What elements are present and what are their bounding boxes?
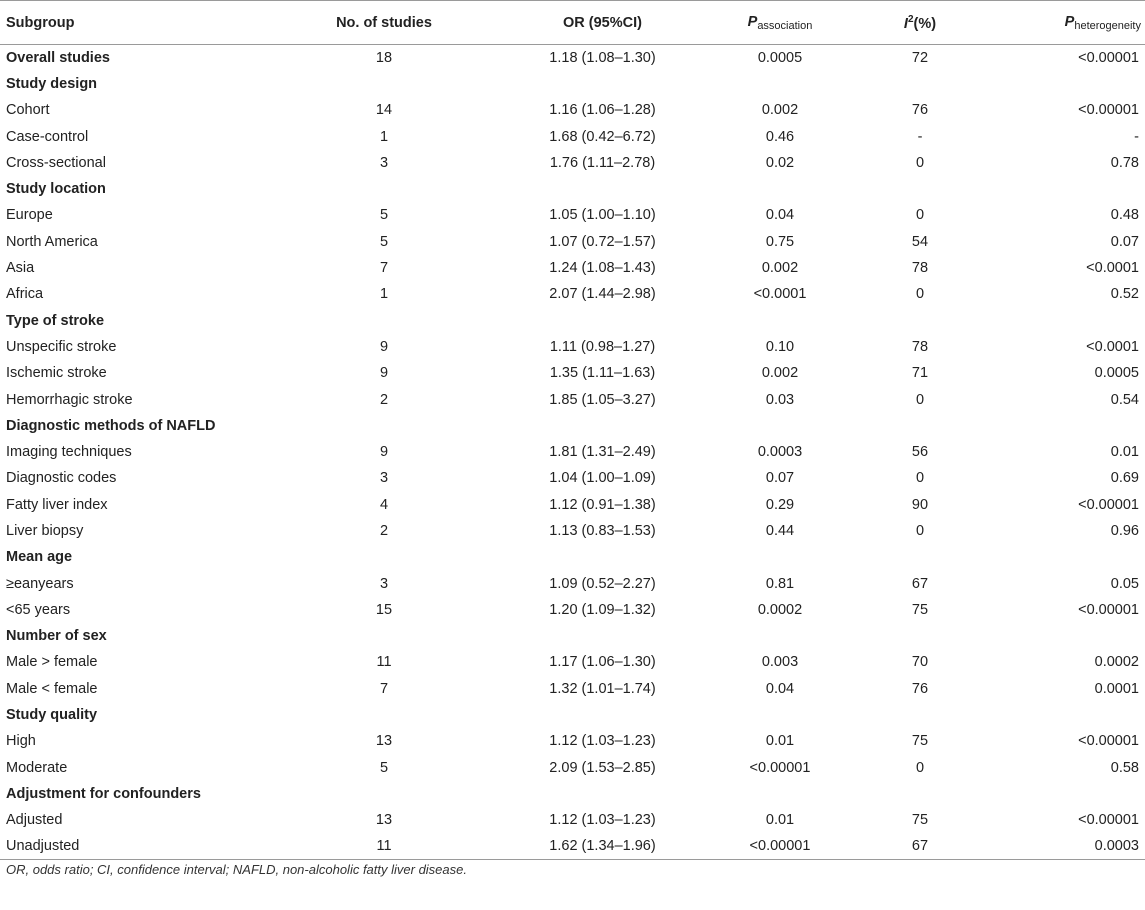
cell-p-heterogeneity: 0.0005: [1094, 365, 1139, 382]
cell-or: 1.18 (1.08–1.30): [549, 49, 656, 66]
cell-subgroup: Male > female: [6, 654, 98, 671]
cell-subgroup: High: [6, 733, 36, 750]
cell-studies: 2: [379, 522, 389, 539]
table-row: [0, 150, 1145, 176]
cell-subgroup: Ischemic stroke: [6, 365, 107, 382]
cell-p-association: 0.04: [765, 207, 795, 224]
cell-or: [500, 176, 705, 202]
header-i2-rest: (%): [913, 15, 937, 32]
table-header: [0, 1, 1145, 45]
cell-subgroup: Mean age: [6, 549, 73, 566]
cell-p-association: 0.07: [765, 470, 795, 487]
table-row: [0, 570, 1145, 596]
cell-i2: 90: [911, 496, 929, 513]
cell-studies: 1: [379, 128, 389, 145]
cell-i2: 0: [915, 470, 925, 487]
cell-p-heterogeneity: [985, 176, 1145, 202]
table-row: [0, 492, 1145, 518]
cell-or: 1.35 (1.11–1.63): [549, 365, 656, 382]
cell-p-heterogeneity: 0.01: [1110, 444, 1139, 461]
header-p-association-sub: association: [757, 19, 813, 32]
cell-i2: [855, 176, 985, 202]
cell-i2: 0: [915, 286, 925, 303]
cell-subgroup: Study design: [6, 75, 98, 92]
cell-studies: 3: [379, 470, 389, 487]
group-heading-row: [0, 781, 1145, 807]
cell-studies: [268, 544, 500, 570]
table-row: [0, 807, 1145, 833]
cell-subgroup: Adjusted: [6, 812, 63, 829]
cell-studies: 18: [375, 49, 393, 66]
group-heading-row: [0, 413, 1145, 439]
cell-p-association: 0.002: [761, 260, 799, 277]
cell-i2: 67: [855, 833, 985, 859]
table-row: [0, 597, 1145, 623]
cell-studies: 3: [379, 575, 389, 592]
cell-i2: 75: [911, 733, 929, 750]
cell-p-association: <0.0001: [753, 286, 807, 303]
cell-studies: 9: [379, 338, 389, 355]
cell-or: 1.07 (0.72–1.57): [549, 233, 656, 250]
cell-studies: 5: [379, 759, 389, 776]
cell-p-heterogeneity: 0.78: [1110, 154, 1139, 171]
header-p-association: [705, 1, 855, 45]
cell-studies: 13: [375, 812, 393, 829]
cell-or: 1.09 (0.52–2.27): [549, 575, 656, 592]
cell-p-heterogeneity: 0.07: [1110, 233, 1139, 250]
cell-studies: 9: [379, 444, 389, 461]
cell-or: 1.24 (1.08–1.43): [549, 260, 656, 277]
table-row: [0, 518, 1145, 544]
cell-i2: [855, 781, 985, 807]
cell-p-heterogeneity: <0.00001: [1078, 812, 1139, 829]
cell-p-heterogeneity: [985, 413, 1145, 439]
cell-subgroup: Moderate: [6, 759, 68, 776]
cell-i2: [855, 623, 985, 649]
cell-subgroup: Liver biopsy: [6, 522, 84, 539]
cell-i2: 0: [915, 207, 925, 224]
cell-p-heterogeneity: 0.0003: [985, 833, 1145, 859]
cell-p-association: 0.03: [765, 391, 795, 408]
cell-i2: 75: [911, 601, 929, 618]
cell-or: 1.13 (0.83–1.53): [549, 522, 656, 539]
cell-p-heterogeneity: [985, 702, 1145, 728]
cell-p-heterogeneity: <0.00001: [1078, 601, 1139, 618]
cell-or: 1.12 (1.03–1.23): [549, 812, 656, 829]
cell-p-association: [705, 413, 855, 439]
cell-studies: [268, 702, 500, 728]
cell-or: [500, 307, 705, 333]
group-heading-row: [0, 176, 1145, 202]
cell-p-heterogeneity: 0.96: [1110, 522, 1139, 539]
cell-studies: 13: [375, 733, 393, 750]
group-heading-row: [0, 71, 1145, 97]
cell-i2: 78: [911, 338, 929, 355]
cell-or: 1.68 (0.42–6.72): [549, 128, 656, 145]
cell-p-association: [705, 781, 855, 807]
header-or: OR (95%CI): [500, 1, 705, 45]
cell-p-heterogeneity: [985, 544, 1145, 570]
cell-studies: 11: [376, 654, 392, 671]
cell-i2: [855, 307, 985, 333]
cell-or: 1.16 (1.06–1.28): [549, 102, 656, 119]
table-row: [0, 728, 1145, 754]
cell-i2: [855, 71, 985, 97]
table-row: [0, 649, 1145, 675]
cell-subgroup: Study quality: [6, 707, 98, 724]
cell-p-heterogeneity: 0.58: [1110, 759, 1139, 776]
cell-or: 2.07 (1.44–2.98): [549, 286, 656, 303]
cell-subgroup: Type of stroke: [6, 312, 105, 329]
header-i2-main: I: [903, 15, 908, 32]
cell-i2: [855, 413, 985, 439]
cell-studies: 9: [379, 365, 389, 382]
cell-subgroup: ≥eanyears: [6, 575, 74, 592]
table-row: [0, 676, 1145, 702]
cell-subgroup: Number of sex: [6, 628, 107, 645]
group-heading-row: [0, 702, 1145, 728]
cell-p-heterogeneity: <0.00001: [1078, 496, 1139, 513]
cell-subgroup: Male < female: [6, 680, 98, 697]
cell-subgroup: Fatty liver index: [6, 496, 108, 513]
cell-i2: 56: [911, 444, 929, 461]
group-heading-row: [0, 623, 1145, 649]
table-row: [0, 439, 1145, 465]
cell-p-association: 0.01: [765, 812, 795, 829]
cell-or: [500, 544, 705, 570]
cell-i2: 67: [911, 575, 929, 592]
table-row: [0, 97, 1145, 123]
table-row: [0, 360, 1145, 386]
cell-studies: [268, 413, 500, 439]
cell-i2: 70: [911, 654, 929, 671]
cell-p-association: 0.003: [761, 654, 799, 671]
cell-or: 1.81 (1.31–2.49): [549, 444, 656, 461]
cell-or: 1.04 (1.00–1.09): [549, 470, 656, 487]
cell-or: [500, 623, 705, 649]
cell-subgroup: Asia: [6, 260, 35, 277]
header-p-association-main: P: [747, 13, 758, 30]
cell-subgroup: North America: [6, 233, 98, 250]
cell-p-heterogeneity: <0.00001: [1078, 733, 1139, 750]
cell-p-heterogeneity: <0.00001: [1078, 102, 1139, 119]
cell-p-association: 0.0002: [757, 601, 803, 618]
cell-studies: [268, 781, 500, 807]
cell-studies: [268, 71, 500, 97]
header-studies: No. of studies: [268, 1, 500, 45]
cell-i2: 78: [911, 260, 929, 277]
header-i2: [855, 1, 985, 45]
cell-p-association: [705, 176, 855, 202]
cell-studies: 1: [379, 286, 389, 303]
cell-subgroup: Unspecific stroke: [6, 338, 117, 355]
cell-subgroup: Hemorrhagic stroke: [6, 391, 133, 408]
table-footnote: OR, odds ratio; CI, confidence interval; NAFLD, non-alcoholic fatty liver disease.: [6, 862, 467, 877]
cell-p-association: 0.002: [761, 365, 799, 382]
table-row: [0, 833, 1145, 859]
cell-or: 1.85 (1.05–3.27): [549, 391, 656, 408]
cell-studies: 11: [268, 833, 500, 859]
cell-p-association: 0.002: [761, 102, 799, 119]
cell-or: 1.62 (1.34–1.96): [500, 833, 705, 859]
cell-p-heterogeneity: 0.52: [1110, 286, 1139, 303]
cell-subgroup: Cross-sectional: [6, 154, 106, 171]
cell-or: 2.09 (1.53–2.85): [549, 759, 656, 776]
cell-i2: 0: [915, 522, 925, 539]
cell-studies: [268, 623, 500, 649]
cell-i2: 0: [915, 759, 925, 776]
cell-p-heterogeneity: [985, 623, 1145, 649]
cell-subgroup: Study location: [6, 181, 106, 198]
cell-i2: 76: [911, 102, 929, 119]
cell-or: [500, 71, 705, 97]
cell-p-association: [705, 544, 855, 570]
cell-or: 1.12 (1.03–1.23): [549, 733, 656, 750]
header-p-heterogeneity-sub: heterogeneity: [1074, 19, 1141, 32]
cell-subgroup: Case-control: [6, 128, 89, 145]
cell-subgroup: Unadjusted: [0, 833, 268, 859]
cell-p-association: 0.02: [765, 154, 795, 171]
cell-p-association: 0.46: [765, 128, 795, 145]
group-heading-row: [0, 307, 1145, 333]
group-heading-row: [0, 544, 1145, 570]
cell-p-heterogeneity: 0.69: [1110, 470, 1139, 487]
cell-subgroup: <65 years: [6, 601, 71, 618]
cell-p-heterogeneity: <0.0001: [1086, 338, 1139, 355]
cell-p-heterogeneity: 0.05: [1110, 575, 1139, 592]
cell-studies: [268, 176, 500, 202]
table-row: [0, 229, 1145, 255]
cell-p-association: [705, 702, 855, 728]
cell-studies: 14: [375, 102, 393, 119]
cell-or: 1.32 (1.01–1.74): [549, 680, 656, 697]
header-subgroup: Subgroup: [0, 1, 268, 45]
table-row: [0, 386, 1145, 412]
cell-i2: [855, 702, 985, 728]
cell-or: 1.76 (1.11–2.78): [549, 154, 656, 171]
cell-p-heterogeneity: [985, 71, 1145, 97]
header-row: [0, 1, 1145, 45]
cell-p-association: [705, 71, 855, 97]
cell-studies: 7: [379, 260, 389, 277]
cell-p-heterogeneity: -: [1134, 128, 1139, 145]
cell-p-association: 0.29: [765, 496, 795, 513]
cell-i2: 0: [915, 391, 925, 408]
cell-p-heterogeneity: 0.0001: [1094, 680, 1139, 697]
cell-or: [500, 781, 705, 807]
table-row: [0, 45, 1145, 71]
cell-i2: 71: [911, 365, 929, 382]
table-row: [0, 755, 1145, 781]
cell-or: 1.12 (0.91–1.38): [549, 496, 656, 513]
cell-i2: 72: [911, 49, 929, 66]
table-row: [0, 281, 1145, 307]
cell-p-association: 0.75: [765, 233, 795, 250]
cell-p-association: 0.01: [765, 733, 795, 750]
header-i2-sup: 2: [907, 13, 914, 25]
cell-p-heterogeneity: <0.00001: [1078, 49, 1139, 66]
cell-studies: 4: [379, 496, 389, 513]
cell-subgroup: Imaging techniques: [6, 444, 132, 461]
cell-studies: [268, 307, 500, 333]
cell-p-association: 0.81: [765, 575, 795, 592]
cell-or: 1.17 (1.06–1.30): [549, 654, 656, 671]
cell-p-association: 0.0003: [757, 444, 803, 461]
cell-or: 1.11 (0.98–1.27): [549, 338, 656, 355]
cell-i2: -: [917, 128, 923, 145]
cell-subgroup: Overall studies: [6, 49, 110, 66]
cell-p-association: 0.10: [765, 338, 795, 355]
cell-studies: 2: [379, 391, 389, 408]
table-body: [0, 45, 1145, 860]
cell-p-association: 0.0005: [757, 49, 803, 66]
cell-studies: 5: [379, 233, 389, 250]
header-p-heterogeneity: [985, 1, 1145, 45]
table-row: [0, 255, 1145, 281]
cell-subgroup: Diagnostic codes: [6, 470, 117, 487]
cell-i2: 0: [915, 154, 925, 171]
cell-studies: 15: [375, 601, 393, 618]
cell-i2: 76: [911, 680, 929, 697]
cell-studies: 3: [379, 154, 389, 171]
cell-p-heterogeneity: <0.0001: [1086, 260, 1139, 277]
cell-subgroup: Africa: [6, 286, 44, 303]
cell-p-heterogeneity: [985, 781, 1145, 807]
cell-i2: [855, 544, 985, 570]
cell-p-association: <0.00001: [705, 833, 855, 859]
table-row: [0, 334, 1145, 360]
cell-subgroup: Adjustment for confounders: [6, 785, 201, 802]
cell-p-association: [705, 623, 855, 649]
cell-or: 1.20 (1.09–1.32): [549, 601, 656, 618]
cell-studies: 5: [379, 207, 389, 224]
cell-studies: 7: [379, 680, 389, 697]
cell-p-heterogeneity: 0.54: [1110, 391, 1139, 408]
table-row: [0, 465, 1145, 491]
cell-p-association: [705, 307, 855, 333]
cell-p-association: 0.04: [765, 680, 795, 697]
table-row: [0, 123, 1145, 149]
cell-subgroup: Cohort: [6, 102, 50, 119]
cell-or: [500, 413, 705, 439]
cell-i2: 54: [911, 233, 929, 250]
cell-subgroup: Europe: [6, 207, 53, 224]
cell-p-association: <0.00001: [749, 759, 811, 776]
cell-p-association: 0.44: [765, 522, 795, 539]
cell-p-heterogeneity: [985, 307, 1145, 333]
cell-p-heterogeneity: 0.48: [1110, 207, 1139, 224]
header-p-heterogeneity-main: P: [1064, 13, 1075, 30]
cell-i2: 75: [911, 812, 929, 829]
cell-or: [500, 702, 705, 728]
cell-p-heterogeneity: 0.0002: [1094, 654, 1139, 671]
cell-or: 1.05 (1.00–1.10): [549, 207, 656, 224]
cell-subgroup: Diagnostic methods of NAFLD: [6, 417, 216, 434]
table-row: [0, 202, 1145, 228]
